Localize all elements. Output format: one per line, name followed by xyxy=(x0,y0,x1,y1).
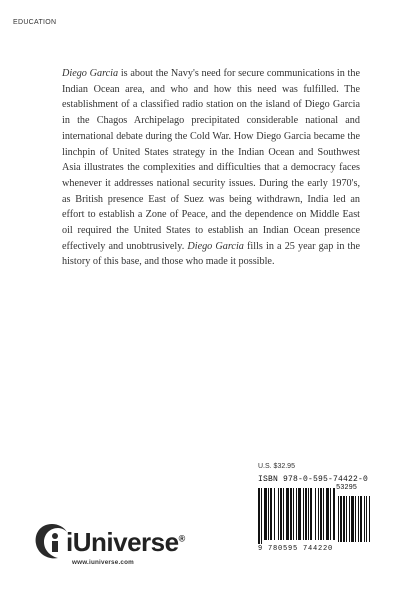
barcode-number: 9 780595 744220 xyxy=(258,545,334,553)
title-italic: Diego Garcia xyxy=(62,68,119,79)
blurb-text-1: is about the Navy's need for secure communications in the Indian Ocean area, and who and how this need was fulfilled. The establishment of a classified radio station on the island of Diego Garcia in the Chagos Archipelago precipitated considerable national and international debate during the Cold War. How Diego Garcia became the linchpin of United States strategy in the Indian Ocean and Southwest Asia illustrates the complexities and difficulties that a democracy faces whenever it addresses national security issues. During the early 1970's, as British presence East of Suez was being withdrawn, India led an effort to establish a Zone of Peace, and the dependence on Middle East oil required the United States to establish an Indian Ocean presence effectively and unobtrusively. xyxy=(62,68,361,252)
isbn-label: ISBN 978-0-595-74422-0 xyxy=(258,475,369,484)
barcode-addon-number: 53295 xyxy=(336,484,358,492)
publisher-logo xyxy=(32,520,185,570)
registered-mark: ® xyxy=(178,533,185,544)
barcode-bars xyxy=(258,488,376,544)
price-label: U.S. $32.95 xyxy=(258,463,295,470)
barcode xyxy=(258,488,376,544)
blurb-paragraph xyxy=(62,66,360,270)
back-cover-blurb xyxy=(62,66,360,270)
publisher-name: iUniverse® xyxy=(66,527,185,557)
title-italic: Diego Garcia xyxy=(187,240,244,252)
publisher-url: www.iuniverse.com xyxy=(72,559,134,566)
book-category: EDUCATION xyxy=(13,19,57,26)
blurb-text-2: fills in a 25 year gap in the history of this base, and those who made it possible. xyxy=(62,240,360,268)
